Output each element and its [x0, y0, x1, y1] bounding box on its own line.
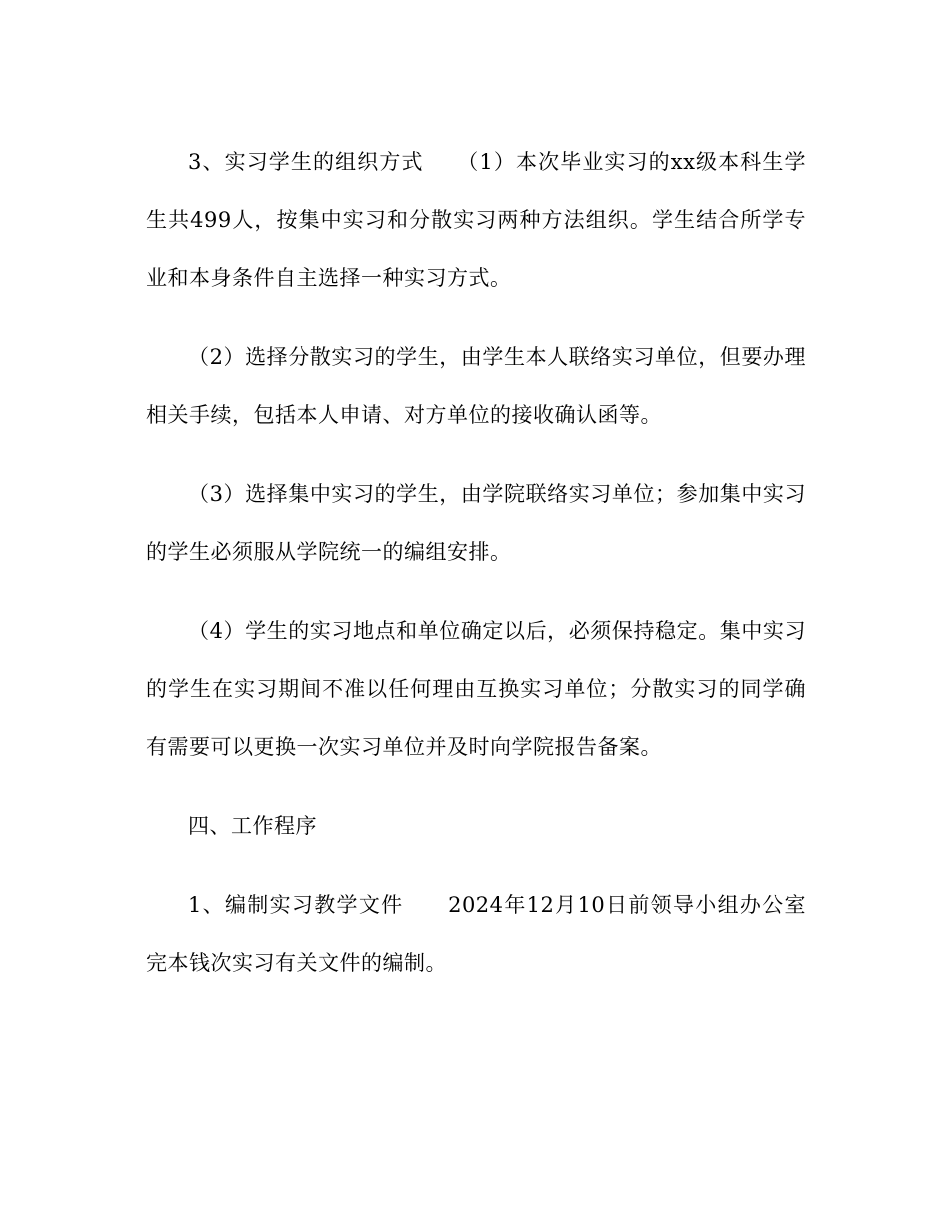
paragraph-teaching-documents: 1、编制实习教学文件 2024年12月10日前领导小组办公室完本钱次实习有关文件的编制。: [146, 893, 806, 975]
paragraph-organization-method: 3、实习学生的组织方式 （1）本次毕业实习的xx级本科生学生共499人，按集中实习和分散实习两种方法组织。学生结合所学专业和本身条件自主选择一种实习方式。: [146, 150, 806, 290]
paragraph-stability-rule: （4）学生的实习地点和单位确定以后，必须保持稳定。集中实习的学生在实习期间不准以任何理由互换实习单位；分散实习的同学确有需要可以更换一次实习单位并及时向学院报告备案。: [146, 619, 806, 759]
section-heading-work-procedure: 四、工作程序: [188, 814, 317, 838]
document-body: [146, 133, 806, 992]
paragraph-dispersed-internship: （2）选择分散实习的学生，由学生本人联络实习单位，但要办理相关手续，包括本人申请、对方单位的接收确认函等。: [146, 345, 806, 427]
paragraph-centralized-internship: （3）选择集中实习的学生，由学院联络实习单位；参加集中实习的学生必须服从学院统一的编组安排。: [146, 482, 806, 564]
